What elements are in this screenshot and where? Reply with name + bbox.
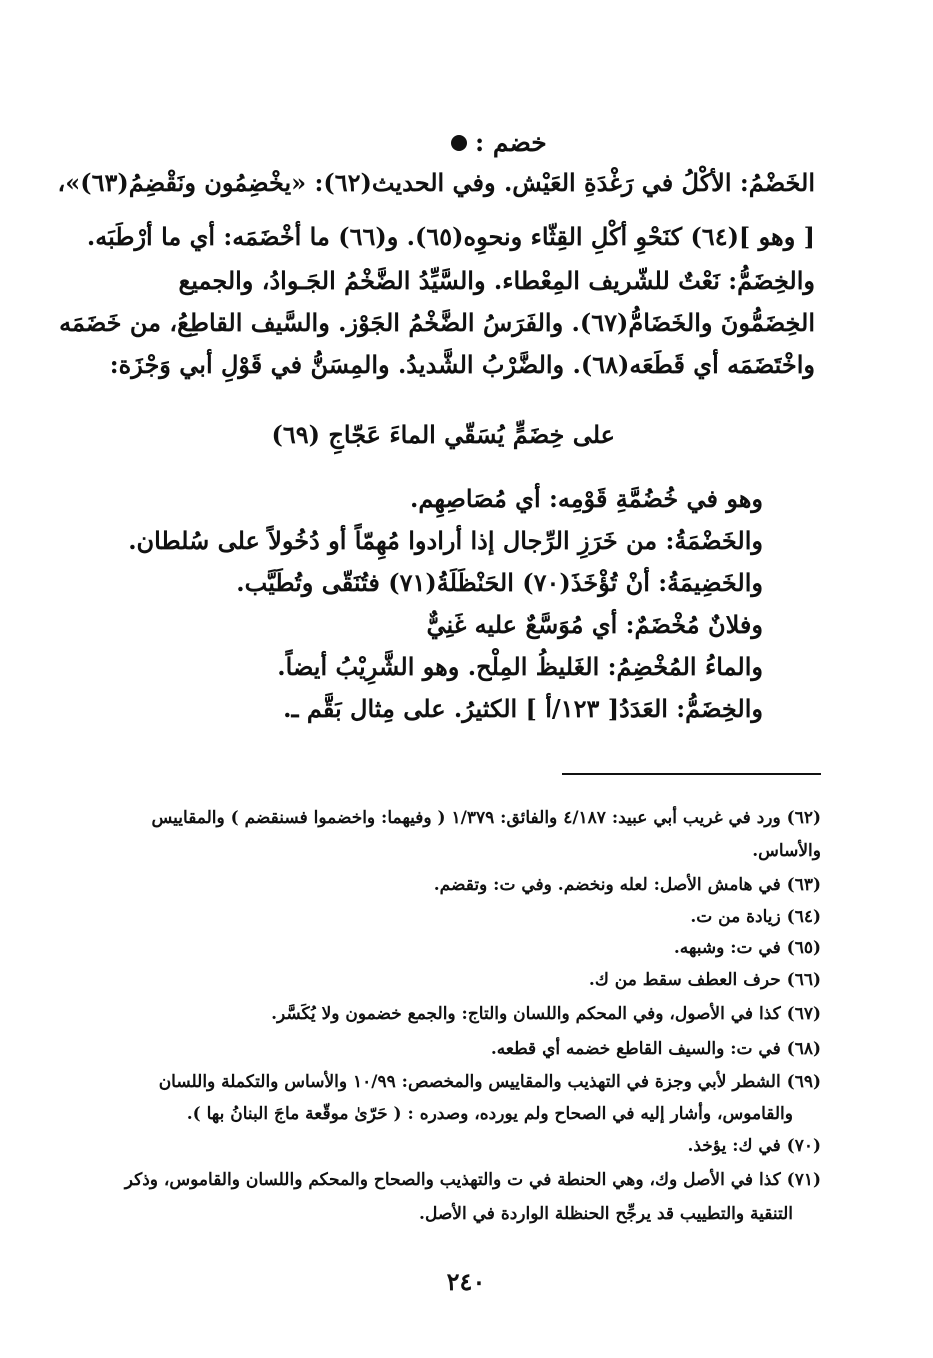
definition-line: وفلانٌ مُخْضَمٌ: أي مُوَسَّعٌ عليه غَنِيٌّ (426, 610, 763, 639)
entry-heading (451, 128, 751, 157)
footnote-line: (٦٣) في هامش الأصل: لعله ونخضم. وفي ت: وتقضم. (433, 875, 821, 895)
footnote-separator (562, 773, 821, 775)
footnote-line: والأساس. (752, 841, 821, 861)
main-text-line: والخِضَمُّ: نَعْتٌ للشّريف المِعْطاء. والسَّيِّدُ الضَّخْمُ الجَـوادُ، والجميع (178, 266, 815, 295)
footnote-line: (٦٦) حرف العطف سقط من ك. (588, 970, 821, 990)
definition-line: والخِضَمُّ: العَدَدُ[ ١٢٣/أ ] الكثيرُ. على مِثال بَقَّم ـ. (283, 694, 763, 723)
footnote-line: (٦٩) الشطر لأبي وجزة في التهذيب والمقاييس والمخصص: ١٠/٩٩ والأساس والتكملة واللسان (158, 1072, 821, 1092)
main-text-line: الخَضْمُ: الأكْلُ في رَغْدَةِ العَيْش. وفي الحديث(٦٢): «يخْضِمُون ونَقْضِمُ(٦٣)»، (57, 168, 815, 197)
footnote-line: التنقية والتطييب قد يرجِّح الحنظلة الواردة في الأصل. (419, 1204, 793, 1224)
footnote-line: (٦٤) زيادة من ت. (690, 907, 821, 927)
footnote-line: (٧٠) في ك: يؤخذ. (687, 1136, 821, 1156)
main-text-line: الخِضَمُّونَ والخَضَامُّ(٦٧). والفَرَسُ الضَّخْمُ الجَوْز. والسَّيف القاطِعُ، من خَضَمَه (59, 308, 815, 337)
definition-line: والخَضِيمَةُ: أنْ تُؤْخَذَ(٧٠) الحَنْظَلَةُ(٧١) فتُنَقّى وتُطَيَّب. (236, 568, 763, 597)
entry-title: خضم : (475, 128, 547, 157)
main-text-line: [ وهو ](٦٤) كنَحْوِ أكْلِ القِثّاء ونحوِه(٦٥). و(٦٦) ما أخْضَمَه: أي ما أرْطَبَه. (86, 222, 815, 251)
page-number: ٢٤٠ (446, 1267, 486, 1296)
main-text-line: واخْتَضَمَه أي قَطَعَه(٦٨). والضَّرْبُ الشَّديدُ. والمِسَنُّ في قَوْلِ أبي وَجْزَة: (109, 350, 815, 379)
footnote-line: (٧١) كذا في الأصل وك، وهي الحنطة في ت والتهذيب والصحاح والمحكم واللسان والقاموس، وذكر (124, 1170, 821, 1190)
footnote-line: (٦٢) ورد في غريب أبي عبيد: ٤/١٨٧ والفائق: ١/٣٧٩ ( وفيهما: واخضموا فسنقضم ) والمقاييس (151, 808, 821, 828)
footnote-line: (٦٨) في ت: والسيف القاطع خضمه أي قطعه. (490, 1039, 821, 1059)
definition-line: والماءُ المُخْضِمُ: الغَليظُ المِلْح. وهو الشَّرِيْبُ أيضاً. (277, 652, 763, 681)
footnote-line: (٦٧) كذا في الأصول، وفي المحكم واللسان والتاج: والجمع خضمون ولا يُكَسَّر. (271, 1004, 821, 1024)
bullet-icon (451, 135, 467, 151)
footnote-line: والقاموس، وأشار إليه في الصحاح ولم يورده، وصدره : ( حَرّىٰ موقّعة ماجَ البنانُ بها ). (186, 1104, 793, 1124)
poetry-verse: على خِضَمٍّ يُسَقّي الماءَ عَجّاجِ (٦٩) (271, 420, 615, 449)
definition-line: والخَضْمَةُ: من خَرَزِ الرِّجال إذا أرادوا مُهِمّاً أو دُخُولاً على سُلطان. (128, 526, 763, 555)
footnote-line: (٦٥) في ت: وشبهه. (673, 938, 821, 958)
definition-line: وهو في خُضُمَّةِ قَوْمِه: أي مُصَاصِهِم. (410, 484, 763, 513)
